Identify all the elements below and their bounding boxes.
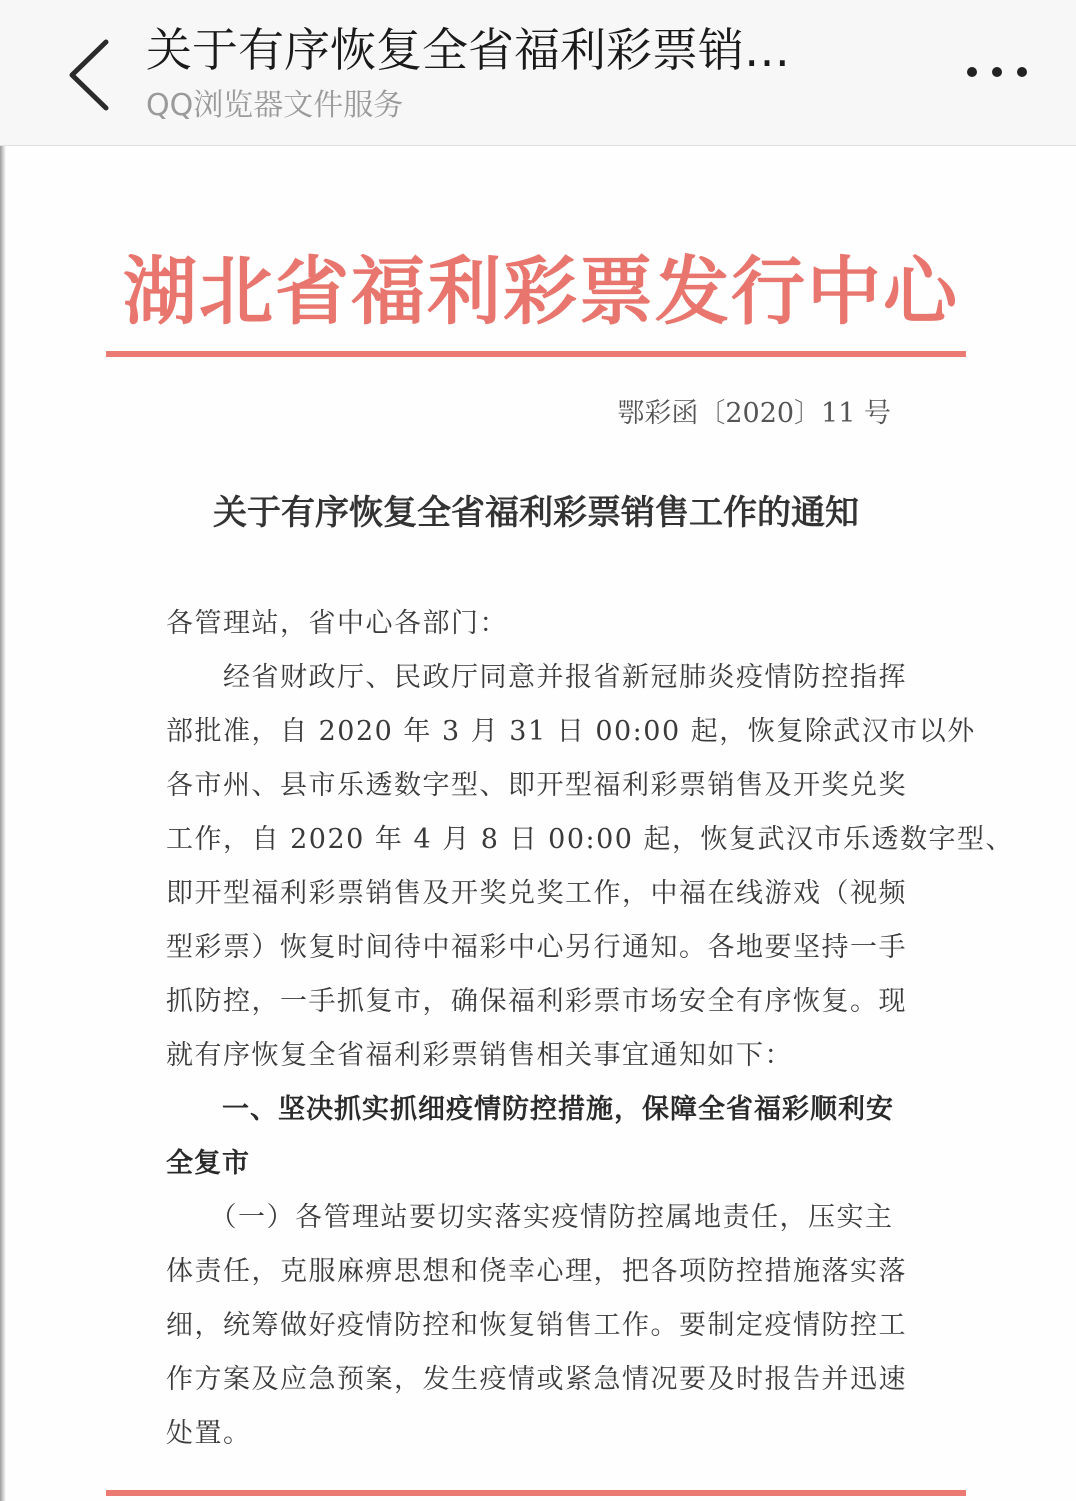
- more-button[interactable]: [955, 52, 1045, 92]
- document-title: 关于有序恢复全省福利彩票销售工作的通知: [213, 493, 859, 533]
- body-line: 经省财政厅、民政厅同意并报省新冠肺炎疫情防控指挥: [166, 662, 907, 693]
- document-page: [6, 146, 1076, 1501]
- body-line: 各管理站，省中心各部门：: [166, 608, 508, 639]
- body-line: （一）各管理站要切实落实疫情防控属地责任，压实主: [166, 1202, 894, 1233]
- body-line: 工作，自 2020 年 4 月 8 日 00:00 起，恢复武汉市乐透数字型、: [166, 824, 1015, 855]
- document-viewer[interactable]: [0, 146, 1076, 1501]
- chevron-left-icon: [50, 30, 130, 120]
- document-number: 鄂彩函〔2020〕11 号: [617, 398, 891, 429]
- body-line: 型彩票）恢复时间待中福彩中心另行通知。各地要坚持一手: [166, 932, 907, 963]
- more-horizontal-icon: [955, 52, 1045, 92]
- body-line: 作方案及应急预案，发生疫情或紧急情况要及时报告并迅速: [166, 1364, 907, 1395]
- section-heading-line: 全复市: [166, 1148, 250, 1179]
- body-line: 细，统筹做好疫情防控和恢复销售工作。要制定疫情防控工: [166, 1310, 907, 1341]
- page-title: 关于有序恢复全省福利彩票销…: [146, 23, 790, 77]
- body-line: 就有序恢复全省福利彩票销售相关事宜通知如下：: [166, 1040, 793, 1071]
- body-line: 部批准，自 2020 年 3 月 31 日 00:00 起，恢复除武汉市以外: [166, 716, 976, 747]
- letterhead-red-rule: [106, 351, 966, 357]
- footer-red-rule: [106, 1490, 966, 1496]
- body-line: 抓防控，一手抓复市，确保福利彩票市场安全有序恢复。现: [166, 986, 907, 1017]
- body-line: 处置。: [166, 1418, 252, 1449]
- page-subtitle: QQ浏览器文件服务: [146, 88, 404, 123]
- app-bar: [0, 0, 1076, 146]
- back-button[interactable]: [50, 30, 130, 120]
- body-line: 各市州、县市乐透数字型、即开型福利彩票销售及开奖兑奖: [166, 770, 907, 801]
- section-heading-line: 一、坚决抓实抓细疫情防控措施，保障全省福彩顺利安: [166, 1094, 894, 1125]
- body-line: 体责任，克服麻痹思想和侥幸心理，把各项防控措施落实落: [166, 1256, 907, 1287]
- letterhead-org-name: 湖北省福利彩票发行中心: [123, 249, 959, 335]
- body-line: 即开型福利彩票销售及开奖兑奖工作，中福在线游戏（视频: [166, 878, 907, 909]
